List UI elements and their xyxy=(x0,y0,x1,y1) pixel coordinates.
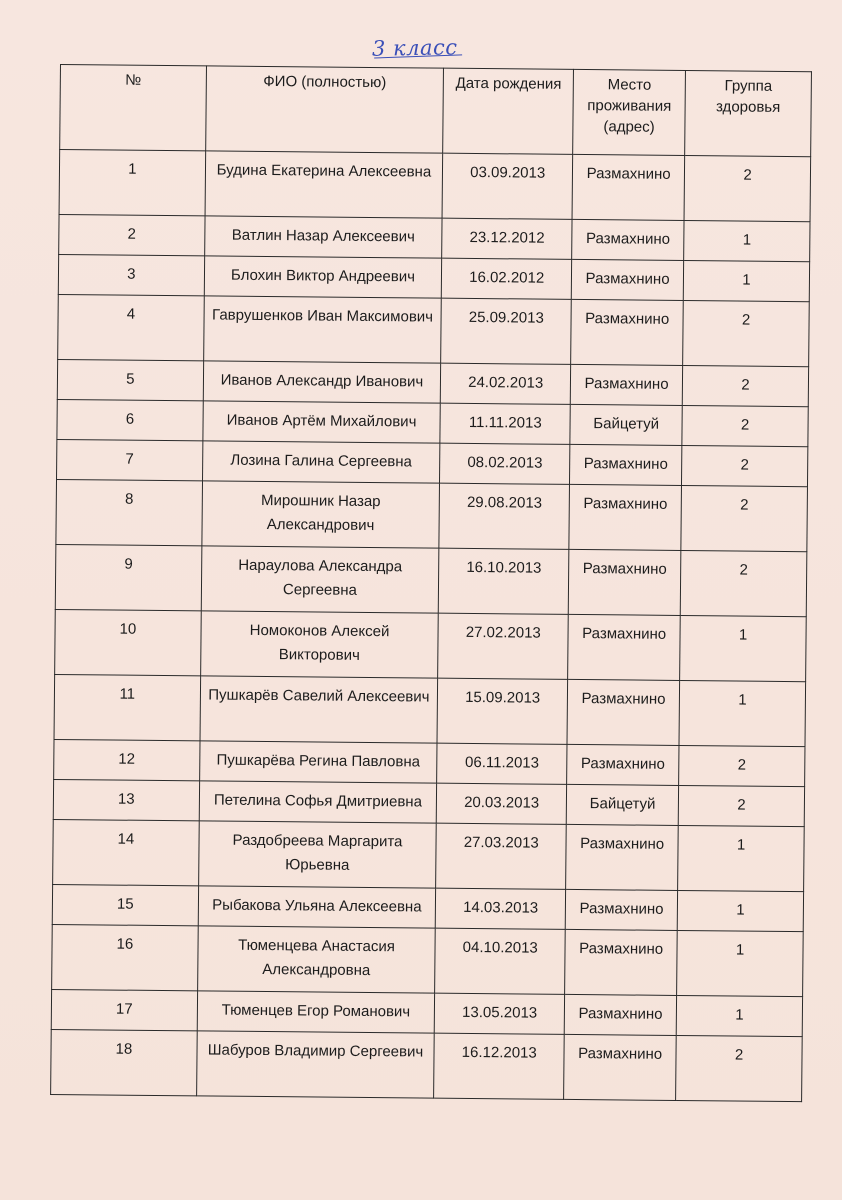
table-row xyxy=(56,479,808,551)
date-of-birth: 15.09.2013 xyxy=(437,678,567,744)
student-roster-table xyxy=(50,64,812,1102)
student-full-name: Блохин Виктор Андреевич xyxy=(204,256,442,298)
row-number: 8 xyxy=(56,479,202,545)
row-number: 12 xyxy=(54,739,200,780)
table-header-row xyxy=(60,65,812,157)
residence-address: Размахнино xyxy=(572,219,684,260)
date-of-birth: 06.11.2013 xyxy=(437,743,567,784)
row-number: 15 xyxy=(52,884,198,925)
residence-address: Размахнино xyxy=(567,744,679,785)
date-of-birth: 08.02.2013 xyxy=(440,443,570,484)
row-number: 11 xyxy=(54,674,200,740)
student-full-name: Мирошник Назар Александрович xyxy=(202,481,440,548)
row-number: 18 xyxy=(51,1029,197,1095)
row-number: 2 xyxy=(59,214,205,255)
health-group: 2 xyxy=(682,405,808,446)
residence-address: Размахнино xyxy=(571,259,683,300)
date-of-birth: 24.02.2013 xyxy=(441,363,571,404)
row-number: 14 xyxy=(53,819,199,885)
handwritten-class-note: 3 класс xyxy=(371,35,458,61)
residence-address: Размахнино xyxy=(570,444,682,485)
table-row xyxy=(51,1029,803,1101)
student-full-name: Рыбакова Ульяна Алексеевна xyxy=(198,886,436,928)
student-full-name: Номоконов Алексей Викторович xyxy=(200,611,438,678)
table-body xyxy=(51,150,811,1102)
date-of-birth: 13.05.2013 xyxy=(435,993,565,1034)
residence-address: Размахнино xyxy=(567,679,680,745)
health-group: 2 xyxy=(676,1035,802,1101)
student-full-name: Шабуров Владимир Сергеевич xyxy=(196,1031,434,1098)
health-group: 1 xyxy=(677,930,803,996)
residence-address: Размахнино xyxy=(566,824,679,890)
health-group: 2 xyxy=(683,300,809,366)
date-of-birth: 27.02.2013 xyxy=(438,613,568,679)
date-of-birth: 16.02.2012 xyxy=(442,258,572,299)
residence-address: Размахнино xyxy=(571,299,684,365)
student-full-name: Лозина Галина Сергеевна xyxy=(202,441,440,483)
table-row xyxy=(58,294,810,366)
row-number: 6 xyxy=(57,399,203,440)
date-of-birth: 20.03.2013 xyxy=(437,783,567,824)
row-number: 13 xyxy=(53,779,199,820)
header-health-group: Группа здоровья xyxy=(685,71,812,157)
residence-address: Байцетуй xyxy=(566,784,678,825)
table-row xyxy=(55,609,807,681)
health-group: 2 xyxy=(682,365,808,406)
health-group: 2 xyxy=(684,156,810,222)
student-full-name: Будина Екатерина Алексеевна xyxy=(205,151,443,218)
row-number: 4 xyxy=(58,294,204,360)
date-of-birth: 25.09.2013 xyxy=(441,298,571,364)
table-row xyxy=(53,819,805,891)
student-full-name: Тюменцев Егор Романович xyxy=(197,991,435,1033)
residence-address: Размахнино xyxy=(564,1034,677,1100)
row-number: 1 xyxy=(59,150,205,216)
date-of-birth: 04.10.2013 xyxy=(435,928,565,994)
row-number: 10 xyxy=(55,609,201,675)
date-of-birth: 29.08.2013 xyxy=(439,483,569,549)
student-full-name: Раздобреева Маргарита Юрьевна xyxy=(198,821,436,888)
table-row xyxy=(54,674,806,746)
student-full-name: Гаврушенков Иван Максимович xyxy=(203,296,441,363)
health-group: 2 xyxy=(679,745,805,786)
residence-address: Размахнино xyxy=(568,549,681,615)
header-date-of-birth: Дата рождения xyxy=(443,68,574,154)
residence-address: Размахнино xyxy=(564,994,676,1035)
header-number: № xyxy=(60,65,206,151)
residence-address: Размахнино xyxy=(570,364,682,405)
health-group: 2 xyxy=(680,550,806,616)
residence-address: Размахнино xyxy=(568,614,681,680)
health-group: 1 xyxy=(683,260,809,301)
header-address: Место проживания (адрес) xyxy=(573,69,686,155)
health-group: 1 xyxy=(679,680,805,746)
row-number: 7 xyxy=(57,439,203,480)
student-full-name: Пушкарёва Регина Павловна xyxy=(199,741,437,783)
table-row xyxy=(55,544,807,616)
row-number: 3 xyxy=(58,254,204,295)
student-full-name: Иванов Артём Михайлович xyxy=(203,401,441,443)
residence-address: Размахнино xyxy=(565,889,677,930)
header-full-name: ФИО (полностью) xyxy=(205,66,443,153)
health-group: 1 xyxy=(678,825,804,891)
residence-address: Размахнино xyxy=(569,484,682,550)
student-full-name: Пушкарёв Савелий Алексеевич xyxy=(200,676,438,743)
row-number: 5 xyxy=(57,359,203,400)
health-group: 1 xyxy=(684,220,810,261)
health-group: 1 xyxy=(677,890,803,931)
student-full-name: Иванов Александр Иванович xyxy=(203,361,441,403)
health-group: 1 xyxy=(680,615,806,681)
student-full-name: Петелина Софья Дмитриевна xyxy=(199,781,437,823)
residence-address: Байцетуй xyxy=(570,404,682,445)
row-number: 16 xyxy=(52,924,198,990)
student-full-name: Ватлин Назар Алексеевич xyxy=(204,216,442,258)
table-row xyxy=(59,150,811,222)
table-row xyxy=(52,924,804,996)
date-of-birth: 11.11.2013 xyxy=(440,403,570,444)
health-group: 1 xyxy=(676,995,802,1036)
date-of-birth: 16.12.2013 xyxy=(434,1033,564,1099)
row-number: 17 xyxy=(51,989,197,1030)
residence-address: Размахнино xyxy=(572,154,685,220)
health-group: 2 xyxy=(678,785,804,826)
row-number: 9 xyxy=(55,544,201,610)
student-full-name: Нараулова Александра Сергеевна xyxy=(201,546,439,613)
residence-address: Размахнино xyxy=(565,929,678,995)
student-full-name: Тюменцева Анастасия Александровна xyxy=(197,926,435,993)
health-group: 2 xyxy=(681,485,807,551)
date-of-birth: 14.03.2013 xyxy=(436,888,566,929)
date-of-birth: 23.12.2012 xyxy=(442,218,572,259)
date-of-birth: 16.10.2013 xyxy=(439,548,569,614)
health-group: 2 xyxy=(682,445,808,486)
date-of-birth: 03.09.2013 xyxy=(442,153,572,219)
date-of-birth: 27.03.2013 xyxy=(436,823,566,889)
